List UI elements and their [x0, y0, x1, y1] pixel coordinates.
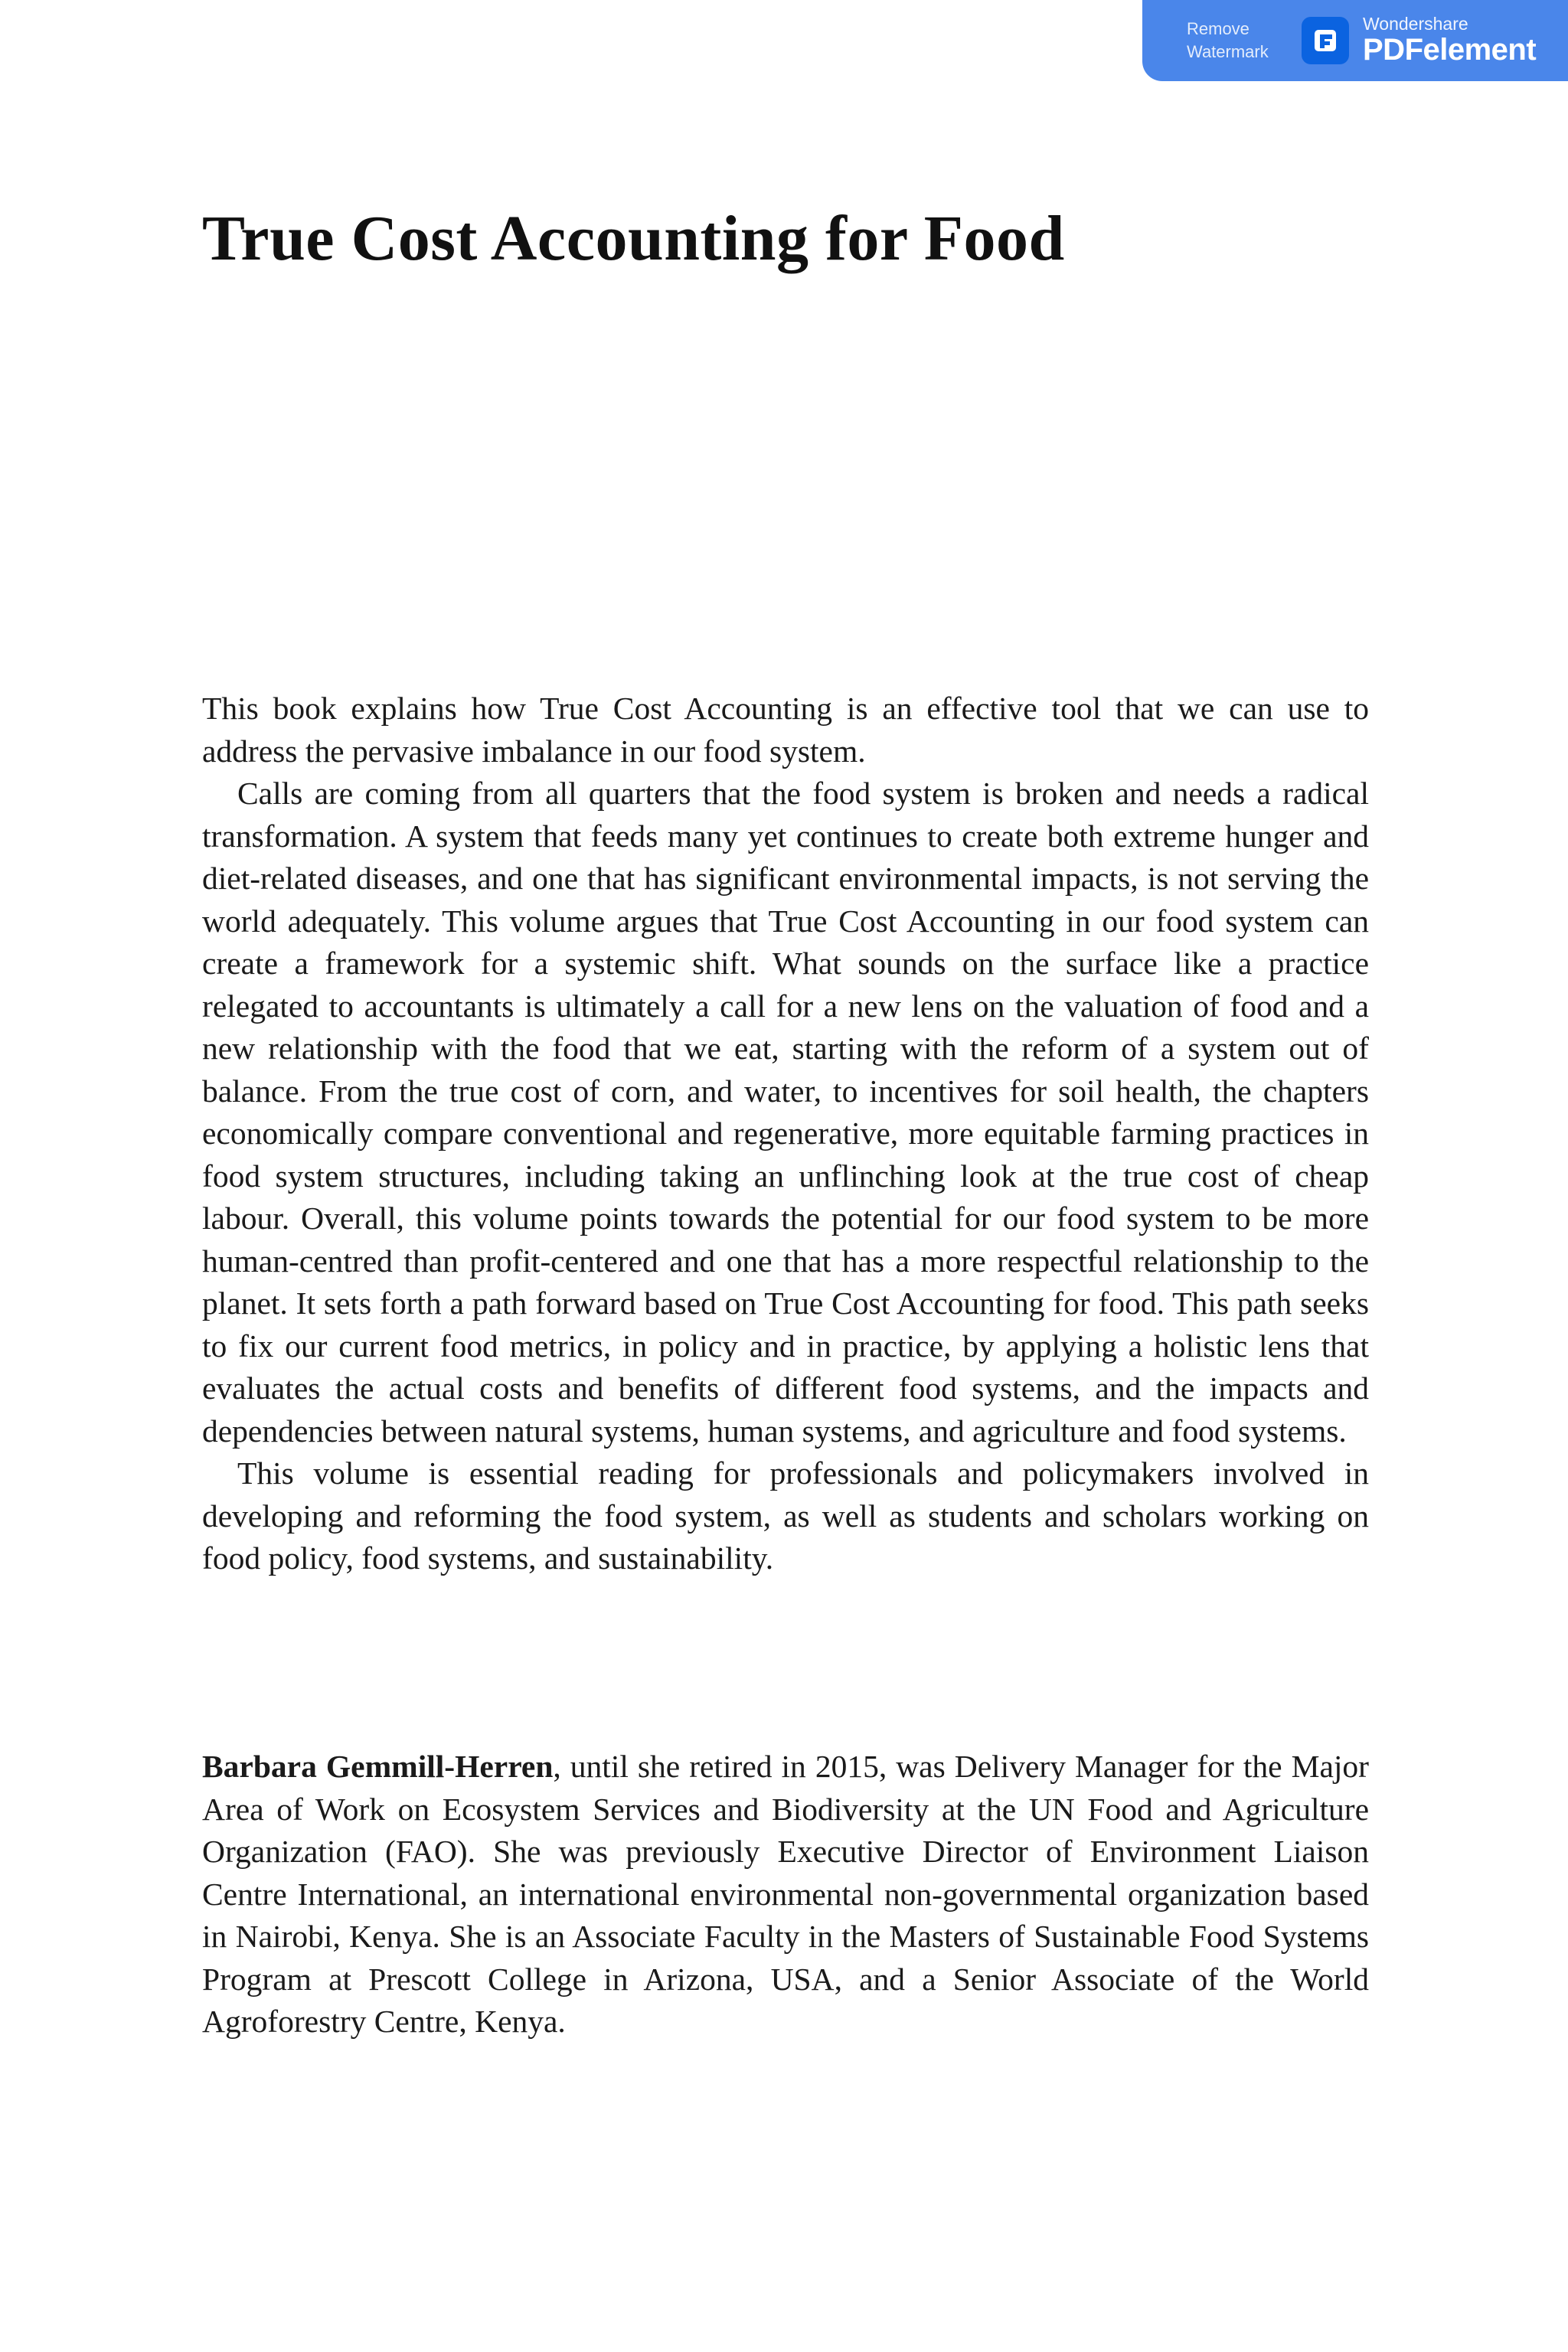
description-paragraph-3: This volume is essential reading for professionals and policymakers involved in developing and reforming the food system, as well as students and scholars working on food policy, food systems, and sustainability. — [202, 1455, 1369, 1576]
pdfelement-logo-icon — [1302, 17, 1349, 64]
author-bio — [202, 1746, 1369, 2043]
pdfelement-brand — [1363, 15, 1536, 67]
brand-product: PDFelement — [1363, 33, 1537, 67]
author-name: Barbara Gemmill-Herren — [202, 1749, 554, 1784]
description-paragraph-2: Calls are coming from all quarters that the food system is broken and needs a radical transformation. A system that feeds many yet continues to create both extreme hunger and diet-related diseases, and one that has significant environmental impacts, is not serving the world adequately. This volume argues that True Cost Accounting in our food system can create a framework for a systemic shift. What sounds on the surface like a practice relegated to accountants is ultimately a call for a new lens on the valuation of food and a new relationship with the food that we eat, starting with the reform of a system out of balance. From the true cost of corn, and water, to incentives for soil health, the chapters economically compare conventional and regenerative, more equitable farming practices in food system structures, including taking an unflinching look at the true cost of cheap labour. Overall, this volume points towards the potential for our food system to be more human-centred than profit-centered and one that has a more respectful relationship to the planet. It sets forth a path forward based on True Cost Accounting for food. This path seeks to fix our current food metrics, in policy and in practice, by applying a holistic lens that evaluates the actual costs and benefits of different food systems, and the impacts and dependencies between natural systems, human systems, and agriculture and food systems. — [202, 776, 1369, 1449]
description-paragraph-1: This book explains how True Cost Accounting is an effective tool that we can use to address the pervasive imbalance in our food system. — [202, 691, 1369, 769]
author-bio-text: , until she retired in 2015, was Delivery Manager for the Major Area of Work on Ecosystem Services and Biodiversity at the UN Food and Agriculture Organization (FAO). She was previously Executive Director of Environment Liaison Centre International, an international environmental non-governmental organization based in Nairobi, Kenya. She is an Associate Faculty in the Masters of Sustainable Food Systems Program at Prescott College in Arizona, USA, and a Senior Associate of the World Agroforestry Centre, Kenya. — [202, 1749, 1369, 2039]
brand-company: Wondershare — [1363, 14, 1468, 34]
remove-watermark-label-line1: Remove — [1187, 19, 1250, 38]
remove-watermark-banner[interactable] — [1142, 0, 1568, 81]
book-description — [202, 688, 1369, 1580]
remove-watermark-label-line2: Watermark — [1187, 42, 1269, 61]
page-title: True Cost Accounting for Food — [202, 203, 1065, 274]
pdfelement-logo-glyph — [1310, 25, 1341, 56]
remove-watermark-button[interactable] — [1187, 18, 1302, 64]
